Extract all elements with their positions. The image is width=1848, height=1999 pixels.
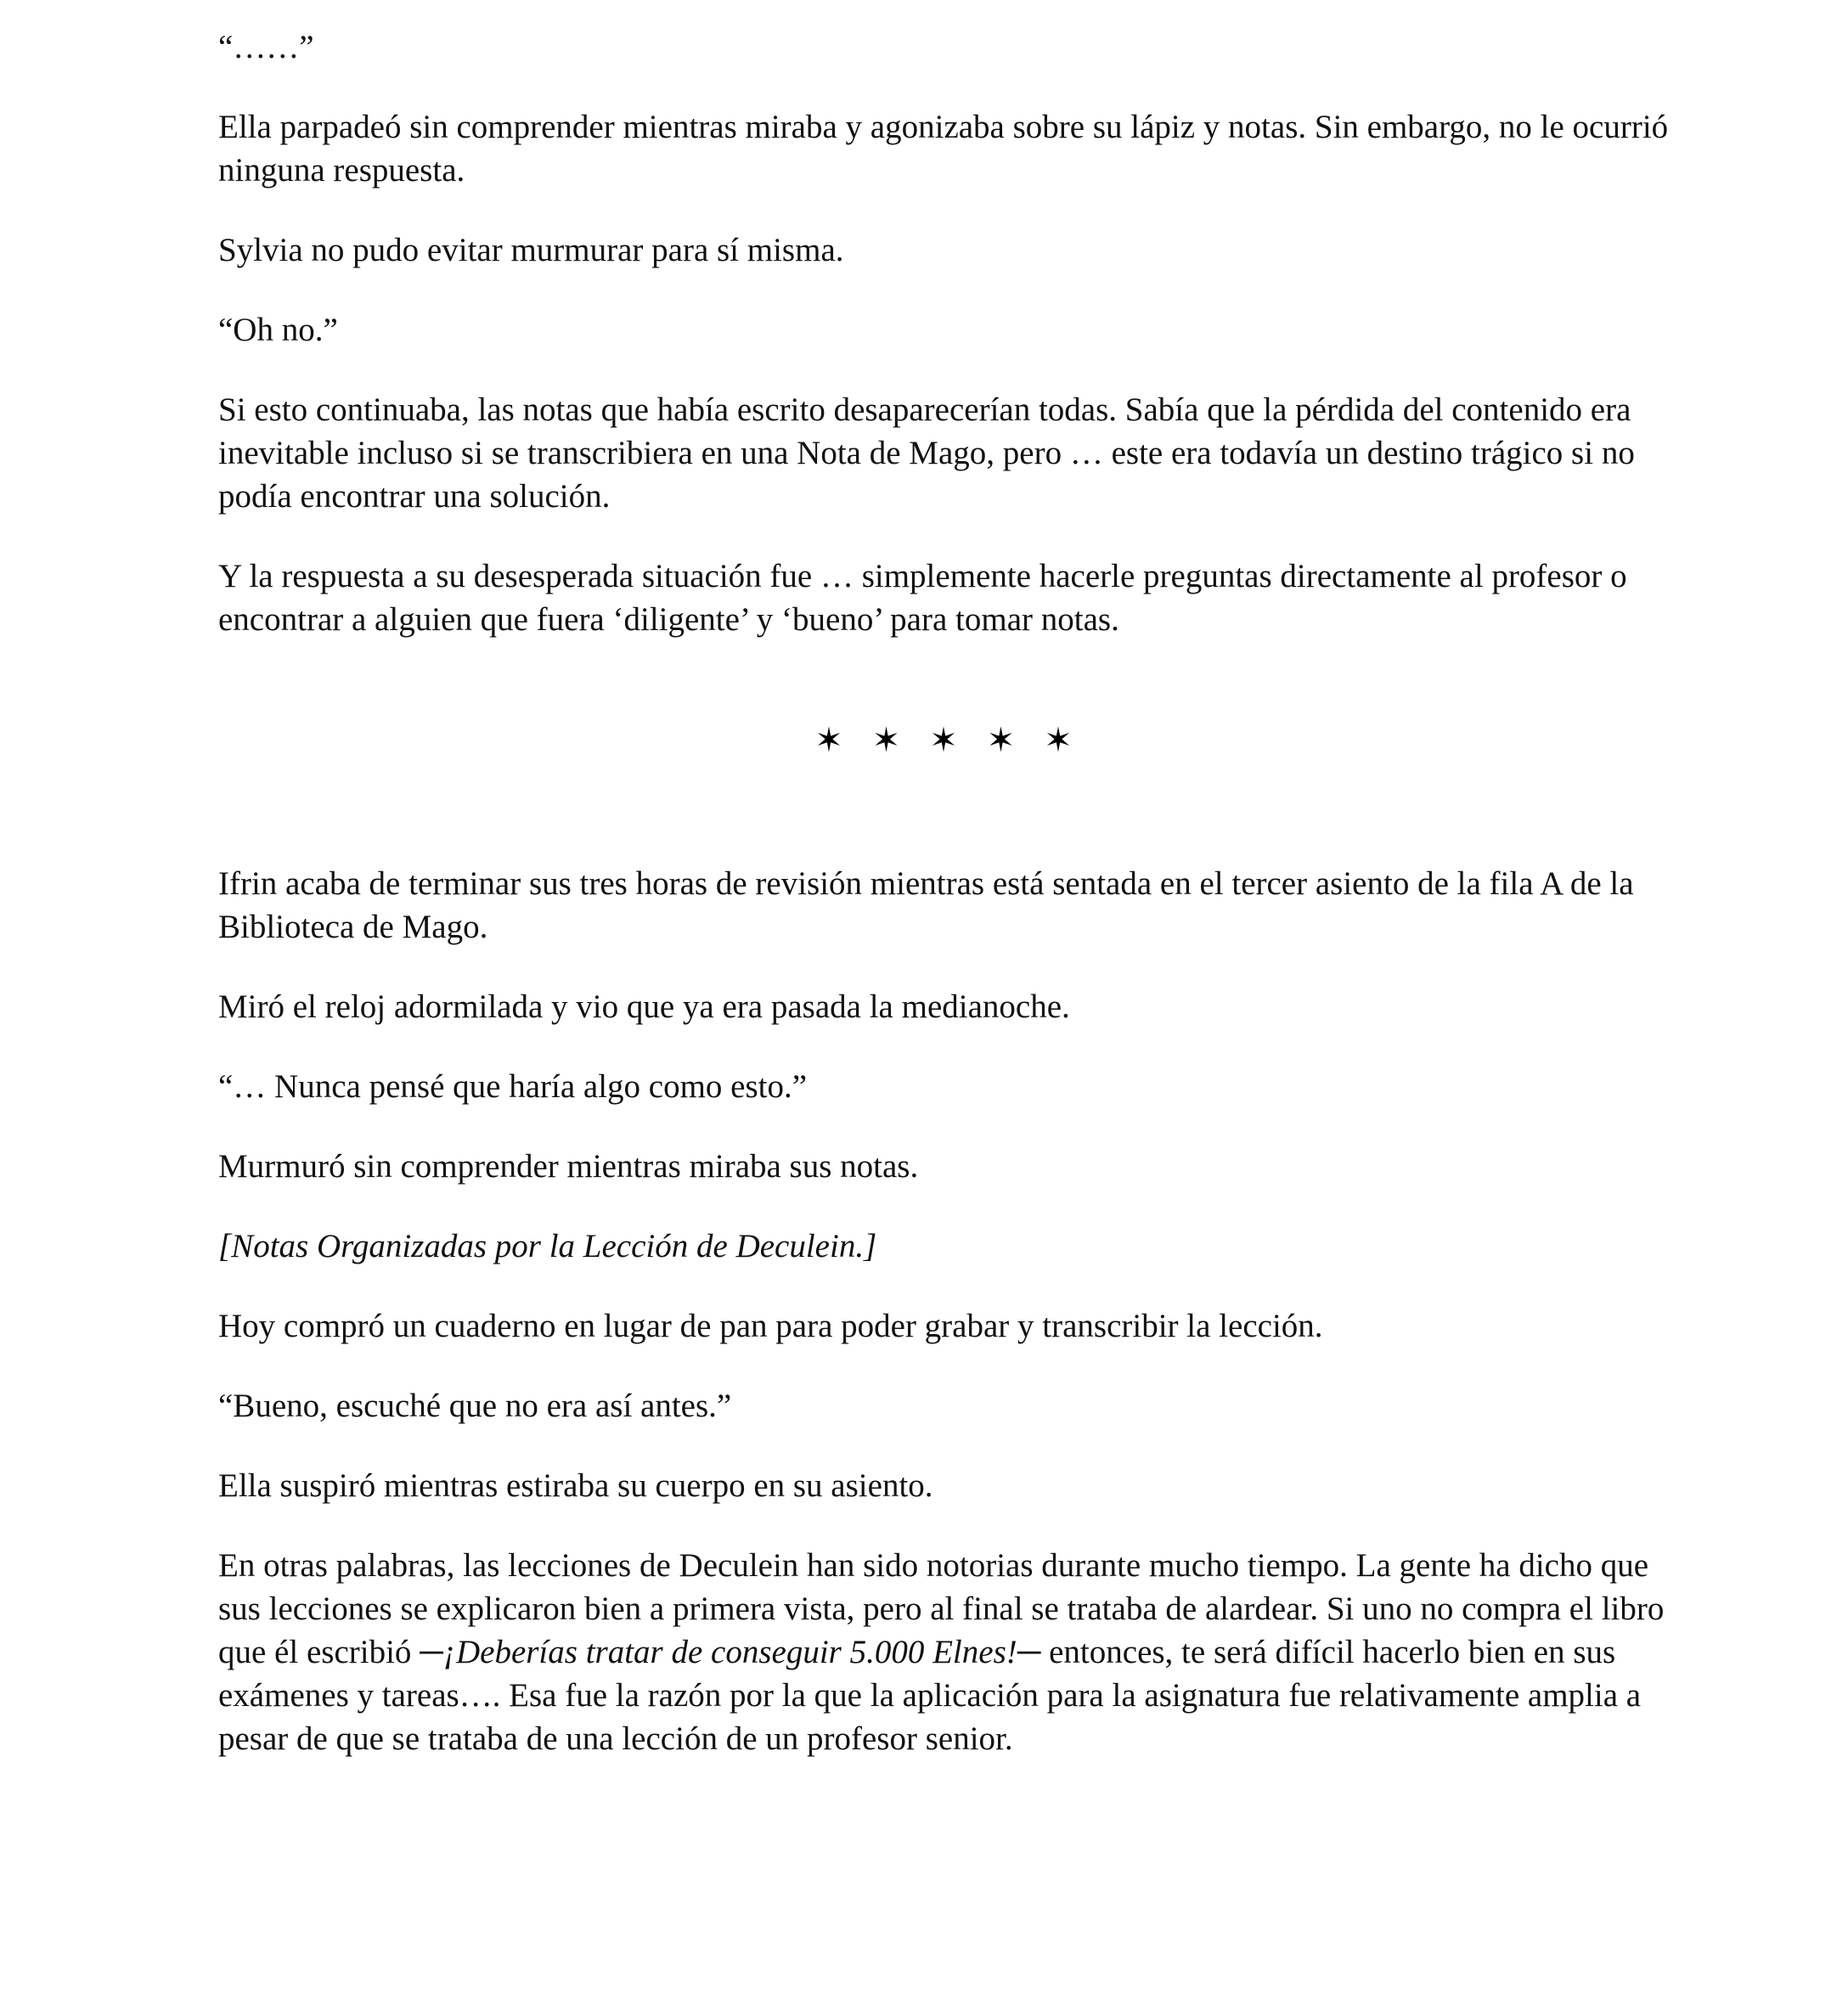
paragraph: Miró el reloj adormilada y vio que ya era pasada la medianoche. (218, 988, 1070, 1025)
paragraph: Murmuró sin comprender mientras miraba sus notas. (218, 1148, 919, 1185)
paragraph: Si esto continuaba, las notas que había escrito desaparecerían todas. Sabía que la pérdida del contenido era inevitable incluso si se transcribiera en una Nota de Mago, pero … este era todavía un destino trágico si no podía encontrar una solución. (218, 391, 1635, 515)
final-text-part2: ─ entonces, te será difícil hacerlo bien en sus exámenes y tareas…. Esa fue la razón por la que la aplicación para la asignatura fue relativamente amplia a pesar de que se trataba de una lección de un profesor senior. (218, 1634, 1642, 1757)
document-page (218, 25, 1679, 1797)
section-divider-stars: ✶ ✶ ✶ ✶ ✶ (814, 721, 1083, 759)
paragraph: Ella parpadeó sin comprender mientras miraba y agonizaba sobre su lápiz y notas. Sin embargo, no le ocurrió ninguna respuesta. (218, 109, 1669, 189)
paragraph-dialogue: “Bueno, escuché que no era así antes.” (218, 1388, 732, 1424)
final-text-italic: ¡Deberías tratar de conseguir 5.000 Elnes! (442, 1634, 1017, 1670)
paragraph-dialogue: “… Nunca pensé que haría algo como esto.” (218, 1068, 808, 1105)
final-text-part1: En otras palabras, las lecciones de Deculein han sido notorias durante mucho tiempo. La gente ha dicho que sus lecciones se explicaron bien a primera vista, pero al final se trataba de alardear. Si uno no compra el libro que él escribió ─ (218, 1547, 1665, 1670)
paragraph: Ella suspiró mientras estiraba su cuerpo en su asiento. (218, 1467, 933, 1504)
paragraph-dialogue: “Oh no.” (218, 312, 338, 348)
paragraph-ellipsis-dialogue: “……” (218, 29, 314, 65)
paragraph: Sylvia no pudo evitar murmurar para sí misma. (218, 232, 844, 268)
paragraph: Ifrin acaba de terminar sus tres horas de revisión mientras está sentada en el tercer asiento de la fila A de la Biblioteca de Mago. (218, 865, 1634, 945)
paragraph-notes-title: [Notas Organizadas por la Lección de Deculein.] (218, 1228, 877, 1264)
paragraph-final (218, 1544, 1679, 1760)
paragraph: Y la respuesta a su desesperada situación fue … simplemente hacerle preguntas directamente al profesor o encontrar a alguien que fuera ‘diligente’ y ‘bueno’ para tomar notas. (218, 558, 1627, 638)
paragraph: Hoy compró un cuaderno en lugar de pan para poder grabar y transcribir la lección. (218, 1308, 1323, 1344)
